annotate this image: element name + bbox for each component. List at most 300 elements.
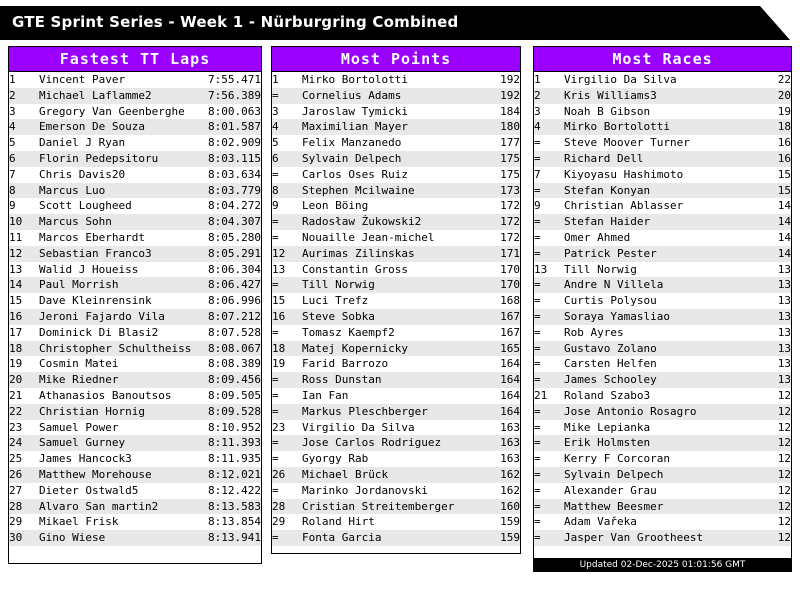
table-row: [9, 483, 261, 499]
table-row: [534, 183, 791, 199]
row-driver-name: Curtis Polysou: [564, 294, 657, 308]
row-value: 8:12.422: [208, 483, 261, 497]
table-row: [272, 246, 520, 262]
table-row: [9, 167, 261, 183]
row-driver-name: Walid J Houeiss: [39, 262, 139, 276]
row-position: 28: [272, 499, 302, 515]
row-value: 164: [500, 388, 520, 402]
column-title-fastest-tt-laps: Fastest TT Laps: [9, 47, 261, 72]
table-row: [534, 72, 791, 88]
row-position: 23: [9, 420, 23, 434]
row-position: 4: [9, 119, 39, 135]
row-driver-name: Omer Ahmed: [564, 230, 631, 244]
table-row: [272, 309, 520, 325]
table-row: [534, 293, 791, 309]
row-position: 3: [272, 104, 279, 118]
row-value: 13: [761, 277, 791, 293]
row-driver-name: Sebastian Franco3: [39, 246, 203, 262]
row-driver-name: Gino Wiese: [39, 530, 203, 546]
row-value: 175: [500, 167, 520, 181]
row-value: 167: [484, 309, 520, 325]
table-row: [9, 277, 261, 293]
row-value: 13: [761, 309, 791, 325]
row-driver-name: Carlos Oses Ruiz: [302, 167, 408, 181]
row-position: 14: [9, 277, 39, 293]
table-row: [9, 420, 261, 436]
row-value: 8:01.587: [203, 119, 261, 135]
row-value: 163: [500, 452, 520, 466]
table-row: [9, 451, 261, 467]
row-driver-name: Scott Lougheed: [39, 199, 132, 213]
row-driver-name: Virgilio Da Silva: [564, 73, 677, 86]
table-row: [272, 88, 520, 104]
leaderboard-most-races: [533, 46, 792, 564]
row-value: 8:05.291: [203, 246, 261, 262]
row-driver-name: Sylvain Delpech: [302, 151, 484, 167]
table-row: [534, 88, 791, 104]
row-position: 26: [9, 467, 39, 483]
row-position: 30: [9, 530, 39, 546]
row-position: =: [534, 294, 541, 308]
row-position: =: [534, 499, 564, 515]
row-driver-name: Christian Ablasser: [564, 199, 684, 213]
row-value: 13: [777, 262, 791, 276]
row-position: =: [534, 277, 564, 293]
table-row: [534, 151, 791, 167]
row-value: 14: [761, 246, 791, 262]
row-position: 21: [9, 388, 23, 402]
row-value: 8:10.952: [208, 420, 261, 434]
row-driver-name: Samuel Gurney: [39, 435, 203, 451]
table-row: [272, 420, 520, 436]
title-banner: [0, 6, 790, 40]
row-value: 8:07.528: [208, 325, 261, 339]
row-value: 12: [777, 388, 791, 402]
row-driver-name: Jaroslaw Tymicki: [302, 104, 408, 118]
row-driver-name: Cornelius Adams: [302, 88, 484, 104]
row-value: 8:13.854: [208, 515, 261, 529]
table-row: [534, 277, 791, 293]
row-value: 172: [500, 230, 520, 244]
row-value: 12: [777, 420, 791, 434]
row-position: =: [534, 452, 541, 466]
updated-timestamp: Updated 02-Dec-2025 01:01:56 GMT: [533, 558, 792, 572]
row-position: =: [534, 467, 564, 483]
row-position: 9: [272, 199, 279, 213]
row-position: 16: [9, 309, 39, 325]
row-driver-name: Alvaro San martin2: [39, 499, 203, 515]
table-row: [534, 499, 791, 515]
row-driver-name: Stefan Haider: [564, 214, 761, 230]
table-row: [9, 246, 261, 262]
row-position: 27: [9, 483, 23, 497]
row-position: 26: [272, 467, 302, 483]
row-value: 8:03.115: [203, 151, 261, 167]
table-row: [534, 451, 791, 467]
row-position: 8: [9, 183, 39, 199]
table-row: [9, 514, 261, 530]
table-most-races: [534, 72, 791, 546]
row-value: 159: [500, 515, 520, 529]
row-driver-name: Daniel J Ryan: [39, 136, 126, 150]
row-value: 19: [777, 104, 791, 118]
row-value: 13: [777, 294, 791, 308]
row-value: 13: [777, 325, 791, 339]
table-row: [9, 356, 261, 372]
table-row: [534, 467, 791, 483]
row-position: =: [272, 277, 302, 293]
row-value: 162: [500, 483, 520, 497]
row-value: 8:06.996: [208, 294, 261, 308]
row-position: =: [272, 372, 302, 388]
row-driver-name: Stephen Mcilwaine: [302, 183, 484, 199]
row-value: 13: [761, 372, 791, 388]
row-position: =: [272, 214, 302, 230]
table-row: [272, 435, 520, 451]
table-row: [534, 119, 791, 135]
table-row: [9, 404, 261, 420]
column-title-most-points: Most Points: [272, 47, 520, 72]
row-driver-name: Sylvain Delpech: [564, 467, 761, 483]
row-driver-name: Roland Szabo3: [564, 388, 651, 402]
row-position: =: [534, 246, 564, 262]
row-position: 4: [534, 119, 564, 135]
table-row: [534, 325, 791, 341]
row-position: 24: [9, 435, 39, 451]
row-position: =: [534, 183, 564, 199]
row-value: 12: [777, 483, 791, 497]
table-row: [9, 214, 261, 230]
table-row: [272, 151, 520, 167]
row-position: 9: [9, 199, 16, 213]
row-position: =: [534, 420, 541, 434]
leaderboard-most-points: [271, 46, 521, 554]
row-position: =: [534, 214, 564, 230]
row-driver-name: Till Norwig: [564, 262, 637, 276]
row-position: =: [534, 404, 564, 420]
row-position: 13: [9, 262, 23, 276]
row-position: =: [534, 151, 564, 167]
row-position: 6: [272, 151, 302, 167]
table-row: [272, 167, 520, 183]
row-driver-name: Kiyoyasu Hashimoto: [564, 167, 684, 181]
table-row: [272, 135, 520, 151]
row-driver-name: Christopher Schultheiss: [39, 341, 203, 357]
table-row: [534, 309, 791, 325]
row-value: 8:12.021: [203, 467, 261, 483]
row-value: 20: [761, 88, 791, 104]
row-value: 167: [500, 325, 520, 339]
row-driver-name: Farid Barrozo: [302, 357, 389, 371]
row-driver-name: Michael Brück: [302, 467, 484, 483]
row-driver-name: Cristian Streitemberger: [302, 499, 484, 515]
row-position: =: [534, 325, 541, 339]
row-position: 4: [272, 119, 302, 135]
row-position: 15: [272, 294, 286, 308]
row-value: 16: [761, 151, 791, 167]
table-row: [534, 135, 791, 151]
row-driver-name: Constantin Gross: [302, 262, 408, 276]
table-row: [9, 119, 261, 135]
row-position: =: [534, 372, 564, 388]
row-position: 13: [534, 262, 548, 276]
row-value: 192: [500, 73, 520, 86]
row-value: 8:05.280: [208, 230, 261, 244]
row-position: =: [534, 515, 541, 529]
row-value: 8:13.583: [203, 499, 261, 515]
table-row: [9, 72, 261, 88]
table-row: [534, 420, 791, 436]
row-driver-name: Marcos Eberhardt: [39, 230, 145, 244]
row-position: =: [534, 309, 564, 325]
row-driver-name: Adam Vařeka: [564, 515, 637, 529]
row-position: 12: [9, 246, 39, 262]
table-row: [9, 341, 261, 357]
row-value: 15: [777, 167, 791, 181]
row-driver-name: Vincent Paver: [39, 73, 126, 86]
row-position: 5: [272, 136, 279, 150]
row-driver-name: Rob Ayres: [564, 325, 624, 339]
table-row: [9, 388, 261, 404]
table-row: [272, 451, 520, 467]
row-driver-name: Matthew Beesmer: [564, 499, 761, 515]
row-position: 3: [9, 104, 16, 118]
row-driver-name: Till Norwig: [302, 277, 484, 293]
row-position: 1: [272, 73, 279, 86]
row-position: 7: [9, 167, 16, 181]
row-value: 12: [761, 404, 791, 420]
table-row: [534, 104, 791, 120]
row-position: =: [272, 88, 302, 104]
row-value: 163: [484, 435, 520, 451]
row-value: 171: [484, 246, 520, 262]
row-driver-name: Kerry F Corcoran: [564, 452, 670, 466]
page-title: GTE Sprint Series - Week 1 - Nürburgring Combined: [12, 13, 459, 31]
table-row: [534, 435, 791, 451]
table-row: [534, 530, 791, 546]
table-row: [9, 230, 261, 246]
table-row: [9, 530, 261, 546]
row-position: 29: [9, 515, 23, 529]
row-value: 8:07.212: [203, 309, 261, 325]
leaderboard-fastest-tt-laps: [8, 46, 262, 564]
table-row: [9, 435, 261, 451]
table-row: [272, 467, 520, 483]
row-value: 12: [777, 515, 791, 529]
row-driver-name: Mike Lepianka: [564, 420, 651, 434]
table-most-points: [272, 72, 520, 546]
row-value: 8:06.304: [208, 262, 261, 276]
row-position: 6: [9, 151, 39, 167]
row-value: 8:13.941: [203, 530, 261, 546]
row-driver-name: Jasper Van Grootheest: [564, 530, 761, 546]
row-driver-name: Dave Kleinrensink: [39, 294, 152, 308]
row-driver-name: Matej Kopernicky: [302, 341, 484, 357]
table-row: [272, 499, 520, 515]
row-driver-name: Patrick Pester: [564, 246, 761, 262]
table-row: [272, 388, 520, 404]
row-position: =: [272, 452, 279, 466]
row-value: 184: [500, 104, 520, 118]
table-row: [534, 514, 791, 530]
row-value: 168: [500, 294, 520, 308]
row-value: 172: [484, 214, 520, 230]
row-driver-name: Marinko Jordanovski: [302, 483, 428, 497]
row-driver-name: Jose Carlos Rodriguez: [302, 435, 484, 451]
row-driver-name: Ross Dunstan: [302, 372, 484, 388]
row-driver-name: Radosław Żukowski2: [302, 214, 484, 230]
row-driver-name: Gyorgy Rab: [302, 452, 369, 466]
row-value: 8:03.779: [203, 183, 261, 199]
row-position: =: [534, 357, 541, 371]
row-driver-name: Cosmin Matei: [39, 357, 119, 371]
table-row: [272, 72, 520, 88]
row-value: 170: [484, 277, 520, 293]
row-value: 175: [484, 151, 520, 167]
row-value: 22: [777, 73, 791, 86]
row-position: =: [534, 136, 541, 150]
table-row: [272, 341, 520, 357]
row-position: 21: [534, 388, 548, 402]
row-value: 8:11.393: [203, 435, 261, 451]
table-row: [272, 293, 520, 309]
table-row: [9, 499, 261, 515]
row-value: 16: [777, 136, 791, 150]
row-value: 7:56.389: [203, 88, 261, 104]
row-driver-name: Jose Antonio Rosagro: [564, 404, 761, 420]
row-position: 18: [272, 341, 302, 357]
row-position: 8: [272, 183, 302, 199]
row-value: 180: [484, 119, 520, 135]
table-row: [9, 293, 261, 309]
table-fastest-tt-laps: [9, 72, 261, 546]
table-row: [9, 198, 261, 214]
row-position: 19: [272, 357, 286, 371]
row-driver-name: Fonta Garcia: [302, 530, 484, 546]
row-value: 8:02.909: [208, 136, 261, 150]
row-value: 164: [484, 404, 520, 420]
row-driver-name: Mike Riedner: [39, 372, 203, 388]
row-position: 12: [272, 246, 302, 262]
row-value: 164: [484, 372, 520, 388]
row-position: =: [534, 341, 564, 357]
row-driver-name: Felix Manzanedo: [302, 136, 402, 150]
row-value: 12: [777, 452, 791, 466]
row-value: 165: [484, 341, 520, 357]
row-driver-name: Mikael Frisk: [39, 515, 119, 529]
row-value: 160: [484, 499, 520, 515]
row-position: 2: [9, 88, 39, 104]
row-driver-name: Paul Morrish: [39, 277, 203, 293]
row-driver-name: Mirko Bortolotti: [302, 73, 408, 86]
row-position: 22: [9, 404, 39, 420]
table-row: [272, 198, 520, 214]
row-position: =: [272, 167, 279, 181]
row-value: 12: [761, 530, 791, 546]
row-driver-name: Jeroni Fajardo Vila: [39, 309, 203, 325]
row-value: 14: [761, 214, 791, 230]
row-driver-name: Ian Fan: [302, 388, 349, 402]
table-row: [272, 372, 520, 388]
row-value: 172: [500, 199, 520, 213]
row-position: 16: [272, 309, 302, 325]
row-driver-name: Markus Pleschberger: [302, 404, 484, 420]
row-value: 18: [761, 119, 791, 135]
table-row: [272, 230, 520, 246]
table-row: [272, 214, 520, 230]
row-position: 9: [534, 199, 541, 213]
row-driver-name: Michael Laflamme2: [39, 88, 203, 104]
table-row: [9, 104, 261, 120]
row-position: 29: [272, 515, 286, 529]
row-driver-name: Alexander Grau: [564, 483, 657, 497]
row-position: =: [272, 230, 279, 244]
row-value: 8:08.389: [208, 357, 261, 371]
table-row: [9, 262, 261, 278]
table-row: [534, 262, 791, 278]
row-value: 8:09.505: [208, 388, 261, 402]
row-driver-name: Soraya Yamasliao: [564, 309, 761, 325]
table-row: [272, 325, 520, 341]
row-driver-name: Samuel Power: [39, 420, 119, 434]
row-value: 14: [777, 199, 791, 213]
row-driver-name: Andre N Villela: [564, 277, 761, 293]
row-driver-name: Steve Moover Turner: [564, 136, 690, 150]
row-driver-name: Gustavo Zolano: [564, 341, 761, 357]
row-position: 2: [534, 88, 564, 104]
row-position: =: [272, 404, 302, 420]
row-driver-name: Chris Davis20: [39, 167, 126, 181]
row-position: 23: [272, 420, 286, 434]
row-value: 13: [761, 341, 791, 357]
row-position: 20: [9, 372, 39, 388]
row-driver-name: Gregory Van Geenberghe: [39, 104, 185, 118]
row-driver-name: Carsten Helfen: [564, 357, 657, 371]
table-row: [272, 483, 520, 499]
row-position: 11: [9, 230, 23, 244]
row-driver-name: Tomasz Kaempf2: [302, 325, 395, 339]
table-row: [534, 198, 791, 214]
row-driver-name: Emerson De Souza: [39, 119, 203, 135]
table-row: [9, 309, 261, 325]
row-value: 8:00.063: [208, 104, 261, 118]
row-driver-name: Richard Dell: [564, 151, 761, 167]
table-row: [534, 388, 791, 404]
row-value: 8:09.528: [203, 404, 261, 420]
table-row: [272, 277, 520, 293]
row-position: =: [272, 483, 279, 497]
row-driver-name: Christian Hornig: [39, 404, 203, 420]
row-driver-name: Marcus Luo: [39, 183, 203, 199]
row-value: 162: [484, 467, 520, 483]
table-row: [272, 514, 520, 530]
row-position: 7: [534, 167, 541, 181]
row-value: 8:08.067: [203, 341, 261, 357]
row-driver-name: Steve Sobka: [302, 309, 484, 325]
row-value: 12: [761, 499, 791, 515]
row-value: 192: [484, 88, 520, 104]
table-row: [534, 372, 791, 388]
table-row: [272, 356, 520, 372]
row-value: 15: [761, 183, 791, 199]
row-driver-name: Roland Hirt: [302, 515, 375, 529]
row-position: =: [534, 483, 541, 497]
row-position: 15: [9, 294, 23, 308]
table-row: [534, 214, 791, 230]
row-position: =: [272, 530, 302, 546]
table-row: [272, 119, 520, 135]
table-row: [534, 167, 791, 183]
